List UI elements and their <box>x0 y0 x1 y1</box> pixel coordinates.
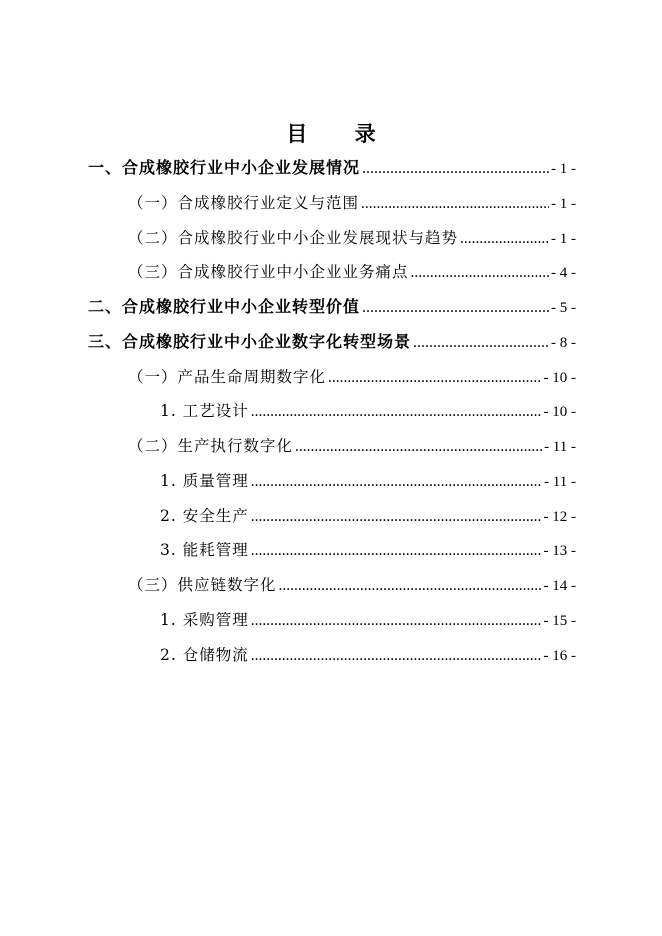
toc-entry[interactable] <box>160 399 576 423</box>
toc-entry-page: - 12 - <box>543 509 576 525</box>
toc-entry-label: 2. 仓储物流 <box>160 646 249 664</box>
toc-entry-page: - 13 - <box>543 543 576 559</box>
toc-entry-label: （二）合成橡胶行业中小企业发展现状与趋势 <box>128 229 459 247</box>
toc-entry-label: （三）合成橡胶行业中小企业业务痛点 <box>128 263 409 281</box>
toc-entry-page: - 8 - <box>551 335 576 351</box>
toc-leader <box>413 331 549 355</box>
toc-entry-page: - 15 - <box>543 613 576 629</box>
toc-entry[interactable] <box>160 608 576 632</box>
toc-entry[interactable] <box>160 469 576 493</box>
toc-title: 目 录 <box>286 122 396 146</box>
toc-entry-label: 一、合成橡胶行业中小企业发展情况 <box>88 158 361 177</box>
toc-entry-page: - 4 - <box>551 265 576 281</box>
toc-entry-label: 1. 质量管理 <box>160 472 249 490</box>
toc-leader <box>411 261 549 285</box>
toc-entry-label: （一）产品生命周期数字化 <box>128 368 327 386</box>
toc-entry[interactable] <box>160 538 576 562</box>
toc-leader <box>328 366 541 390</box>
toc-entry-page: - 1 - <box>551 196 576 212</box>
toc-entry[interactable] <box>88 330 576 354</box>
toc-leader <box>251 644 542 668</box>
toc-entry-page: - 10 - <box>543 370 576 386</box>
toc-entry[interactable] <box>128 226 576 250</box>
toc-leader <box>279 574 542 598</box>
toc-leader <box>251 400 542 424</box>
toc-entry-page: - 11 - <box>544 439 576 455</box>
toc-entry[interactable] <box>128 260 576 284</box>
toc-entry-page: - 1 - <box>551 231 576 247</box>
toc-entry-label: （一）合成橡胶行业定义与范围 <box>128 194 360 212</box>
toc-entry-label: 1. 采购管理 <box>160 611 249 629</box>
toc-leader <box>362 296 549 320</box>
toc-entry-label: 2. 安全生产 <box>160 507 249 525</box>
toc-leader <box>251 470 542 494</box>
toc-leader <box>295 435 542 459</box>
toc-entry[interactable] <box>128 365 576 389</box>
toc-entry-page: - 5 - <box>551 300 576 316</box>
toc-leader <box>251 539 542 563</box>
toc-entry-page: - 10 - <box>543 404 576 420</box>
toc-entry[interactable] <box>160 643 576 667</box>
toc-entry-page: - 11 - <box>544 474 576 490</box>
toc-entry[interactable] <box>160 504 576 528</box>
toc-entry-label: 二、合成橡胶行业中小企业转型价值 <box>88 297 361 316</box>
toc-entry-label: （二）生产执行数字化 <box>128 437 294 455</box>
toc-entry[interactable] <box>128 573 576 597</box>
toc-entry-label: 3. 能耗管理 <box>160 541 249 559</box>
toc-leader <box>251 505 542 529</box>
toc-entry[interactable] <box>128 191 576 215</box>
toc-entry[interactable] <box>88 156 576 180</box>
toc-entry-label: 1. 工艺设计 <box>160 402 249 420</box>
toc-entry-label: （三）供应链数字化 <box>128 576 277 594</box>
toc-leader <box>460 227 549 251</box>
toc-leader <box>361 192 549 216</box>
toc-entry-page: - 1 - <box>551 161 576 177</box>
toc-entry[interactable] <box>128 434 576 458</box>
toc-entry[interactable] <box>88 295 576 319</box>
toc-leader <box>362 157 549 181</box>
toc-entry-label: 三、合成橡胶行业中小企业数字化转型场景 <box>88 332 412 351</box>
toc-entry-page: - 14 - <box>543 578 576 594</box>
toc-leader <box>251 609 542 633</box>
toc-entry-page: - 16 - <box>543 648 576 664</box>
